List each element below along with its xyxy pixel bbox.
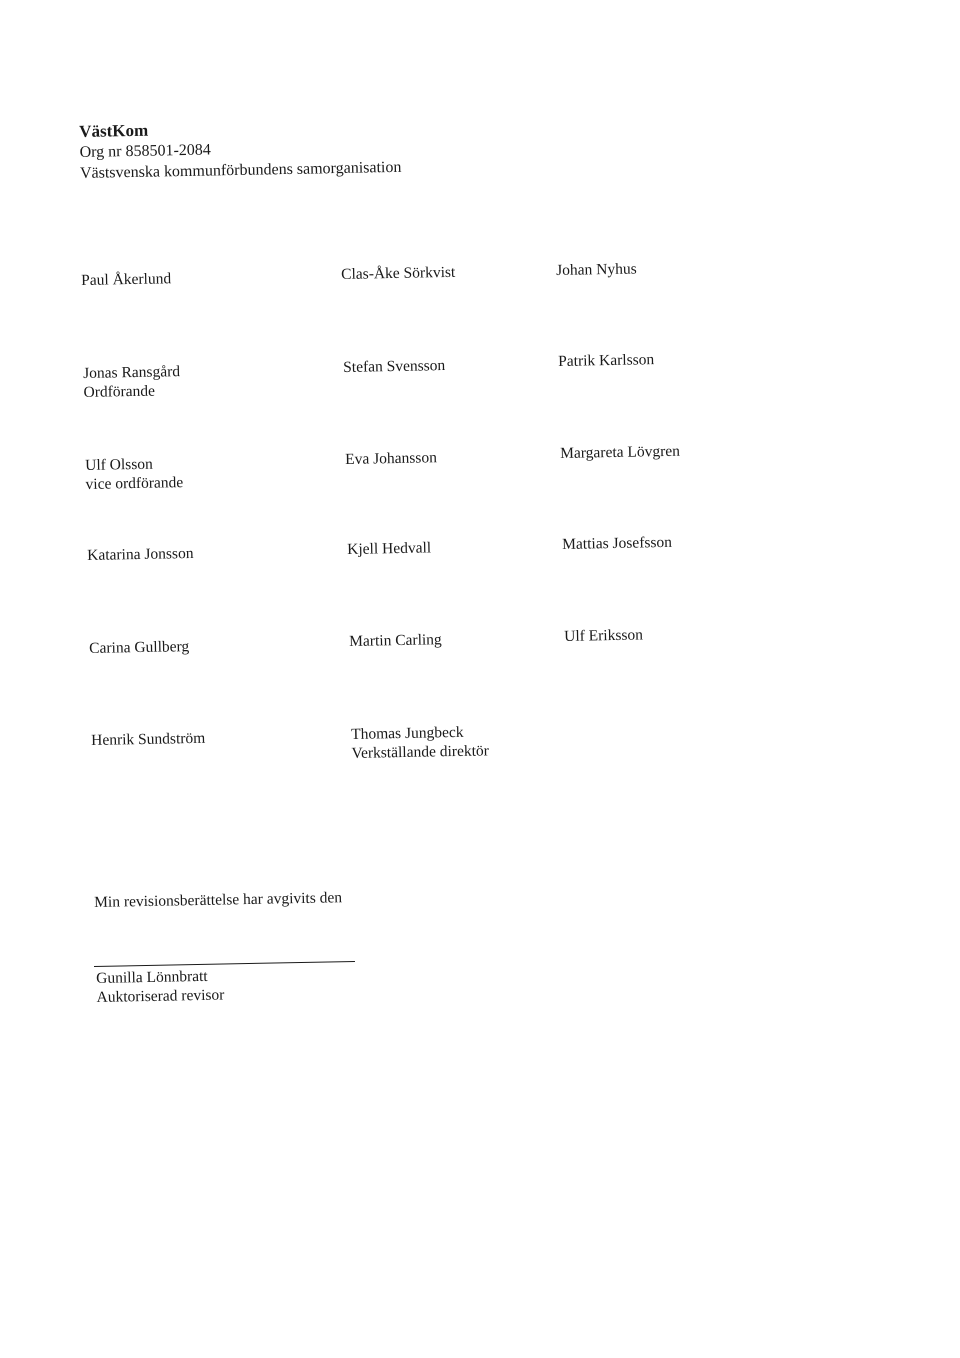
signatory-block [89, 637, 189, 658]
org-number: Org nr 858501-2084 [79, 141, 211, 161]
signatory-name: Henrik Sundström [91, 729, 206, 749]
signatory-name: Mattias Josefsson [562, 533, 673, 553]
signature-line [94, 961, 355, 967]
auditor-name: Gunilla Lönnbratt [96, 967, 208, 987]
signatory-name: Paul Åkerlund [81, 270, 172, 289]
signatory-name: Carina Gullberg [89, 638, 190, 657]
signatory-name: Martin Carling [349, 631, 442, 650]
signatory-block [87, 544, 194, 565]
auditor-block [96, 967, 225, 1007]
auditor-title: Auktoriserad revisor [96, 986, 225, 1006]
signatory-block [91, 729, 205, 750]
signatory-block [560, 442, 680, 463]
signatory-block [341, 263, 455, 284]
signatory-name: Jonas Ransgård [83, 363, 181, 382]
signatory-name: Ulf Eriksson [564, 626, 644, 645]
signatory-block [345, 448, 437, 469]
signatory-name: Patrik Karlsson [558, 351, 655, 370]
signatory-name: Clas-Åke Sörkvist [341, 263, 456, 283]
audit-statement: Min revisionsberättelse har avgivits den [94, 889, 343, 911]
signatory-block [564, 625, 643, 646]
signatory-name: Margareta Lövgren [560, 442, 681, 462]
signatory-block [558, 350, 654, 371]
signatory-name: Johan Nyhus [556, 260, 637, 279]
signatory-name: Ulf Olsson [85, 455, 153, 474]
signatory-name: Eva Johansson [345, 449, 438, 468]
org-name: VästKom [79, 120, 149, 141]
signatory-role: vice ordförande [85, 474, 184, 493]
signatory-block [562, 533, 672, 554]
signatory-role: Ordförande [83, 382, 156, 401]
signatory-name: Stefan Svensson [343, 357, 446, 376]
signatory-block [81, 269, 171, 290]
signatory-name: Katarina Jonsson [87, 544, 194, 564]
signatory-block [349, 630, 442, 651]
signatory-name: Thomas Jungbeck [351, 723, 464, 743]
organization-header [79, 115, 402, 184]
signatory-block [556, 259, 637, 280]
signatory-role: Verkställande direktör [351, 742, 489, 762]
org-description: Västsvenska kommunförbundens samorganisation [79, 158, 402, 182]
signatory-block [83, 362, 181, 402]
signatory-block [85, 454, 183, 494]
signatory-block [351, 722, 489, 763]
signatory-block [347, 538, 431, 559]
signatory-name: Kjell Hedvall [347, 539, 432, 558]
signatory-block [343, 356, 445, 377]
